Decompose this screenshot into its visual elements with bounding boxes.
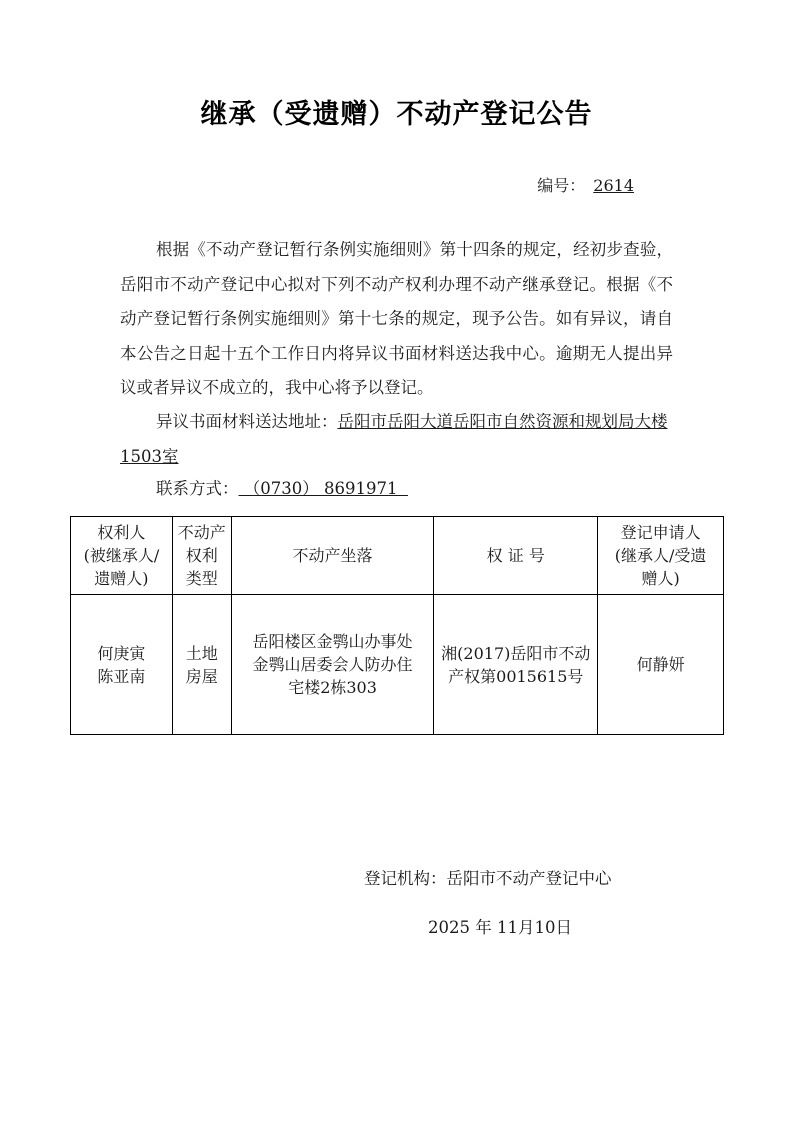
contact-label: 联系方式：: [156, 479, 239, 498]
header-right-type: 不动产 权利 类型: [172, 517, 231, 595]
cell-right-type: 土地 房屋: [172, 595, 231, 735]
address-label: 异议书面材料送达地址：: [156, 412, 338, 431]
address-value: 岳阳市岳阳大道岳阳市自然资源和规划局大楼1503室: [120, 412, 668, 466]
cell-location: 岳阳楼区金鹗山办事处 金鹗山居委会人防办住 宅楼2栋303: [231, 595, 434, 735]
header-certificate: 权 证 号: [434, 517, 598, 595]
objection-address: [120, 405, 673, 474]
header-owner: 权利人 (被继承人/ 遗赠人): [71, 517, 173, 595]
notice-number-label: 编号：: [537, 176, 586, 195]
cell-owner: 何庚寅 陈亚南: [71, 595, 173, 735]
notice-number: [537, 173, 634, 196]
contact-info: [156, 472, 408, 507]
notice-paragraph: 根据《不动产登记暂行条例实施细则》第十四条的规定，经初步查验，岳阳市不动产登记中心拟对下列不动产权利办理不动产继承登记。根据《不动产登记暂行条例实施细则》第十七条的规定，现予公告。如有异议，请自本公告之日起十五个工作日内将异议书面材料送达我中心。逾期无人提出异议或者异议不成立的，我中心将予以登记。: [120, 240, 673, 397]
notice-date: 2025 年 11月10日: [428, 918, 572, 937]
registration-authority: 登记机构：岳阳市不动产登记中心: [364, 869, 612, 888]
notice-number-value: 2614: [593, 176, 634, 195]
contact-value: （0730） 8691971: [238, 479, 408, 498]
page-title: 继承（受遗赠）不动产登记公告: [200, 99, 593, 130]
table-row: [71, 595, 724, 735]
cell-applicant: 何静妍: [598, 595, 724, 735]
table-header-row: [71, 517, 724, 595]
header-location: 不动产坐落: [231, 517, 434, 595]
property-table: [70, 516, 724, 735]
cell-certificate: 湘(2017)岳阳市不动 产权第0015615号: [434, 595, 598, 735]
header-applicant: 登记申请人 (继承人/受遗 赠人): [598, 517, 724, 595]
